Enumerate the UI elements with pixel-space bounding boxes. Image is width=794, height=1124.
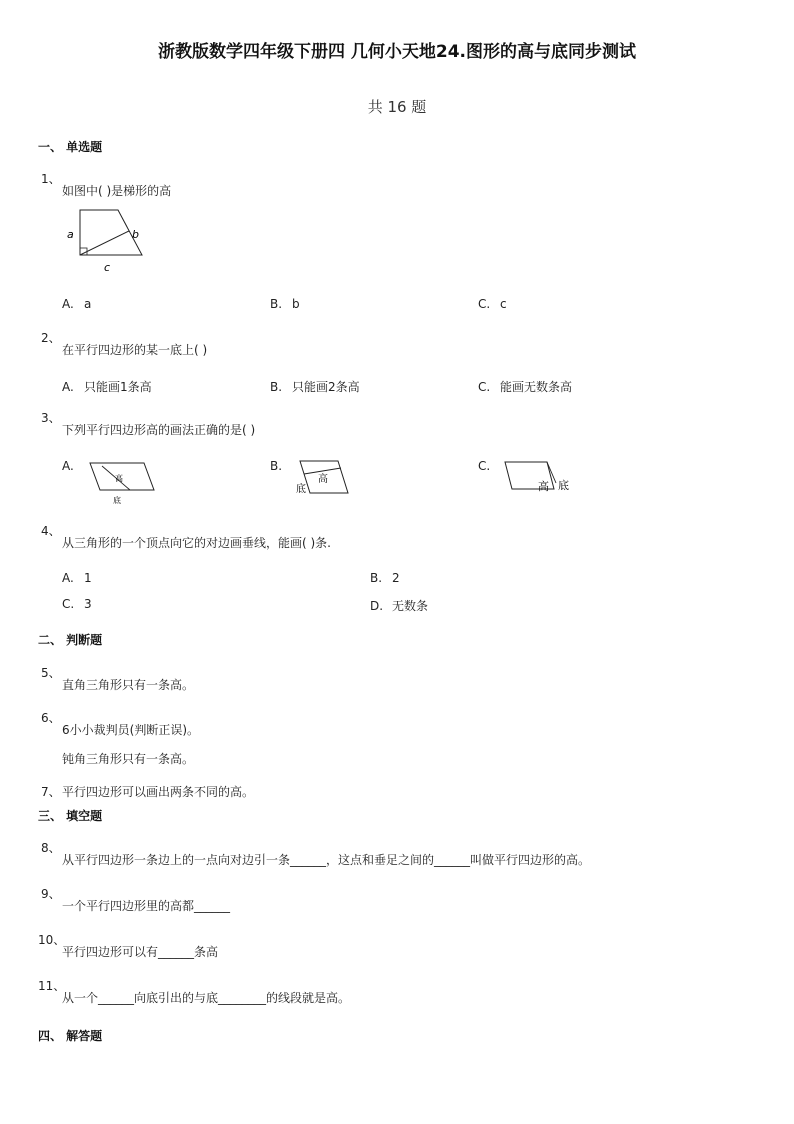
question-text: 平行四边形可以画出两条不同的高。 bbox=[62, 785, 255, 799]
option-c[interactable]: C. 3 bbox=[62, 597, 92, 611]
option-a[interactable]: A. bbox=[62, 459, 74, 473]
page-title: 浙教版数学四年级下册四 几何小天地24.图形的高与底同步测试 bbox=[157, 42, 637, 62]
parallelogram-figure-a bbox=[86, 458, 158, 508]
question-text: 从一个______向底引出的与底________的线段就是高。 bbox=[62, 991, 351, 1005]
option-d[interactable]: D. 无数条 bbox=[370, 599, 429, 613]
question-number: 11、 bbox=[38, 979, 66, 993]
option-b[interactable]: B. bbox=[270, 459, 283, 473]
svg-text:底: 底 bbox=[558, 479, 569, 492]
option-b[interactable]: B. b bbox=[270, 297, 300, 311]
parallelogram-figure-c bbox=[502, 458, 574, 498]
option-a[interactable]: A. 只能画1条高 bbox=[62, 380, 152, 394]
svg-text:高: 高 bbox=[115, 474, 123, 483]
question-number: 2、 bbox=[41, 331, 61, 345]
section-heading-single-choice: 一、 单选题 bbox=[38, 140, 103, 154]
parallelogram-figure-b bbox=[294, 456, 358, 500]
option-b[interactable]: B. 只能画2条高 bbox=[270, 380, 360, 394]
question-text: 一个平行四边形里的高都______ bbox=[62, 899, 231, 913]
question-text: 在平行四边形的某一底上( ) bbox=[62, 343, 208, 357]
svg-text:高: 高 bbox=[538, 480, 549, 493]
question-count: 共 16 题 bbox=[367, 98, 427, 116]
svg-text:高: 高 bbox=[318, 474, 328, 485]
question-text: 如图中( )是梯形的高 bbox=[62, 184, 172, 198]
question-number: 3、 bbox=[41, 411, 61, 425]
question-number: 8、 bbox=[41, 841, 61, 855]
question-text-secondary: 钝角三角形只有一条高。 bbox=[62, 752, 195, 766]
question-number: 7、 bbox=[41, 785, 61, 799]
option-c[interactable]: C. 能画无数条高 bbox=[478, 380, 573, 394]
question-number: 6、 bbox=[41, 711, 61, 725]
question-text: 下列平行四边形高的画法正确的是( ) bbox=[62, 423, 256, 437]
section-heading-solution: 四、 解答题 bbox=[38, 1029, 103, 1043]
question-number: 10、 bbox=[38, 933, 66, 947]
question-text: 从平行四边形一条边上的一点向对边引一条______，这点和垂足之间的______叫做平行四边形的高。 bbox=[62, 853, 591, 867]
question-text: 6小小裁判员(判断正误)。 bbox=[62, 723, 199, 737]
label-a: a bbox=[67, 228, 74, 241]
question-text: 从三角形的一个顶点向它的对边画垂线，能画( )条. bbox=[62, 536, 331, 550]
label-c: c bbox=[104, 261, 111, 274]
question-number: 9、 bbox=[41, 887, 61, 901]
trapezoid-figure bbox=[60, 205, 150, 277]
svg-text:底: 底 bbox=[296, 484, 306, 495]
question-number: 1、 bbox=[41, 172, 61, 186]
option-a[interactable]: A. 1 bbox=[62, 571, 92, 585]
svg-text:底: 底 bbox=[113, 496, 121, 505]
question-number: 5、 bbox=[41, 666, 61, 680]
option-a[interactable]: A. a bbox=[62, 297, 92, 311]
section-heading-fill-blank: 三、 填空题 bbox=[38, 809, 103, 823]
question-text: 直角三角形只有一条高。 bbox=[62, 678, 195, 692]
label-b: b bbox=[132, 228, 139, 241]
question-number: 4、 bbox=[41, 524, 61, 538]
option-b[interactable]: B. 2 bbox=[370, 571, 400, 585]
option-c[interactable]: C. c bbox=[478, 297, 507, 311]
section-heading-true-false: 二、 判断题 bbox=[38, 633, 103, 647]
question-text: 平行四边形可以有______条高 bbox=[62, 945, 219, 959]
option-c[interactable]: C. bbox=[478, 459, 491, 473]
